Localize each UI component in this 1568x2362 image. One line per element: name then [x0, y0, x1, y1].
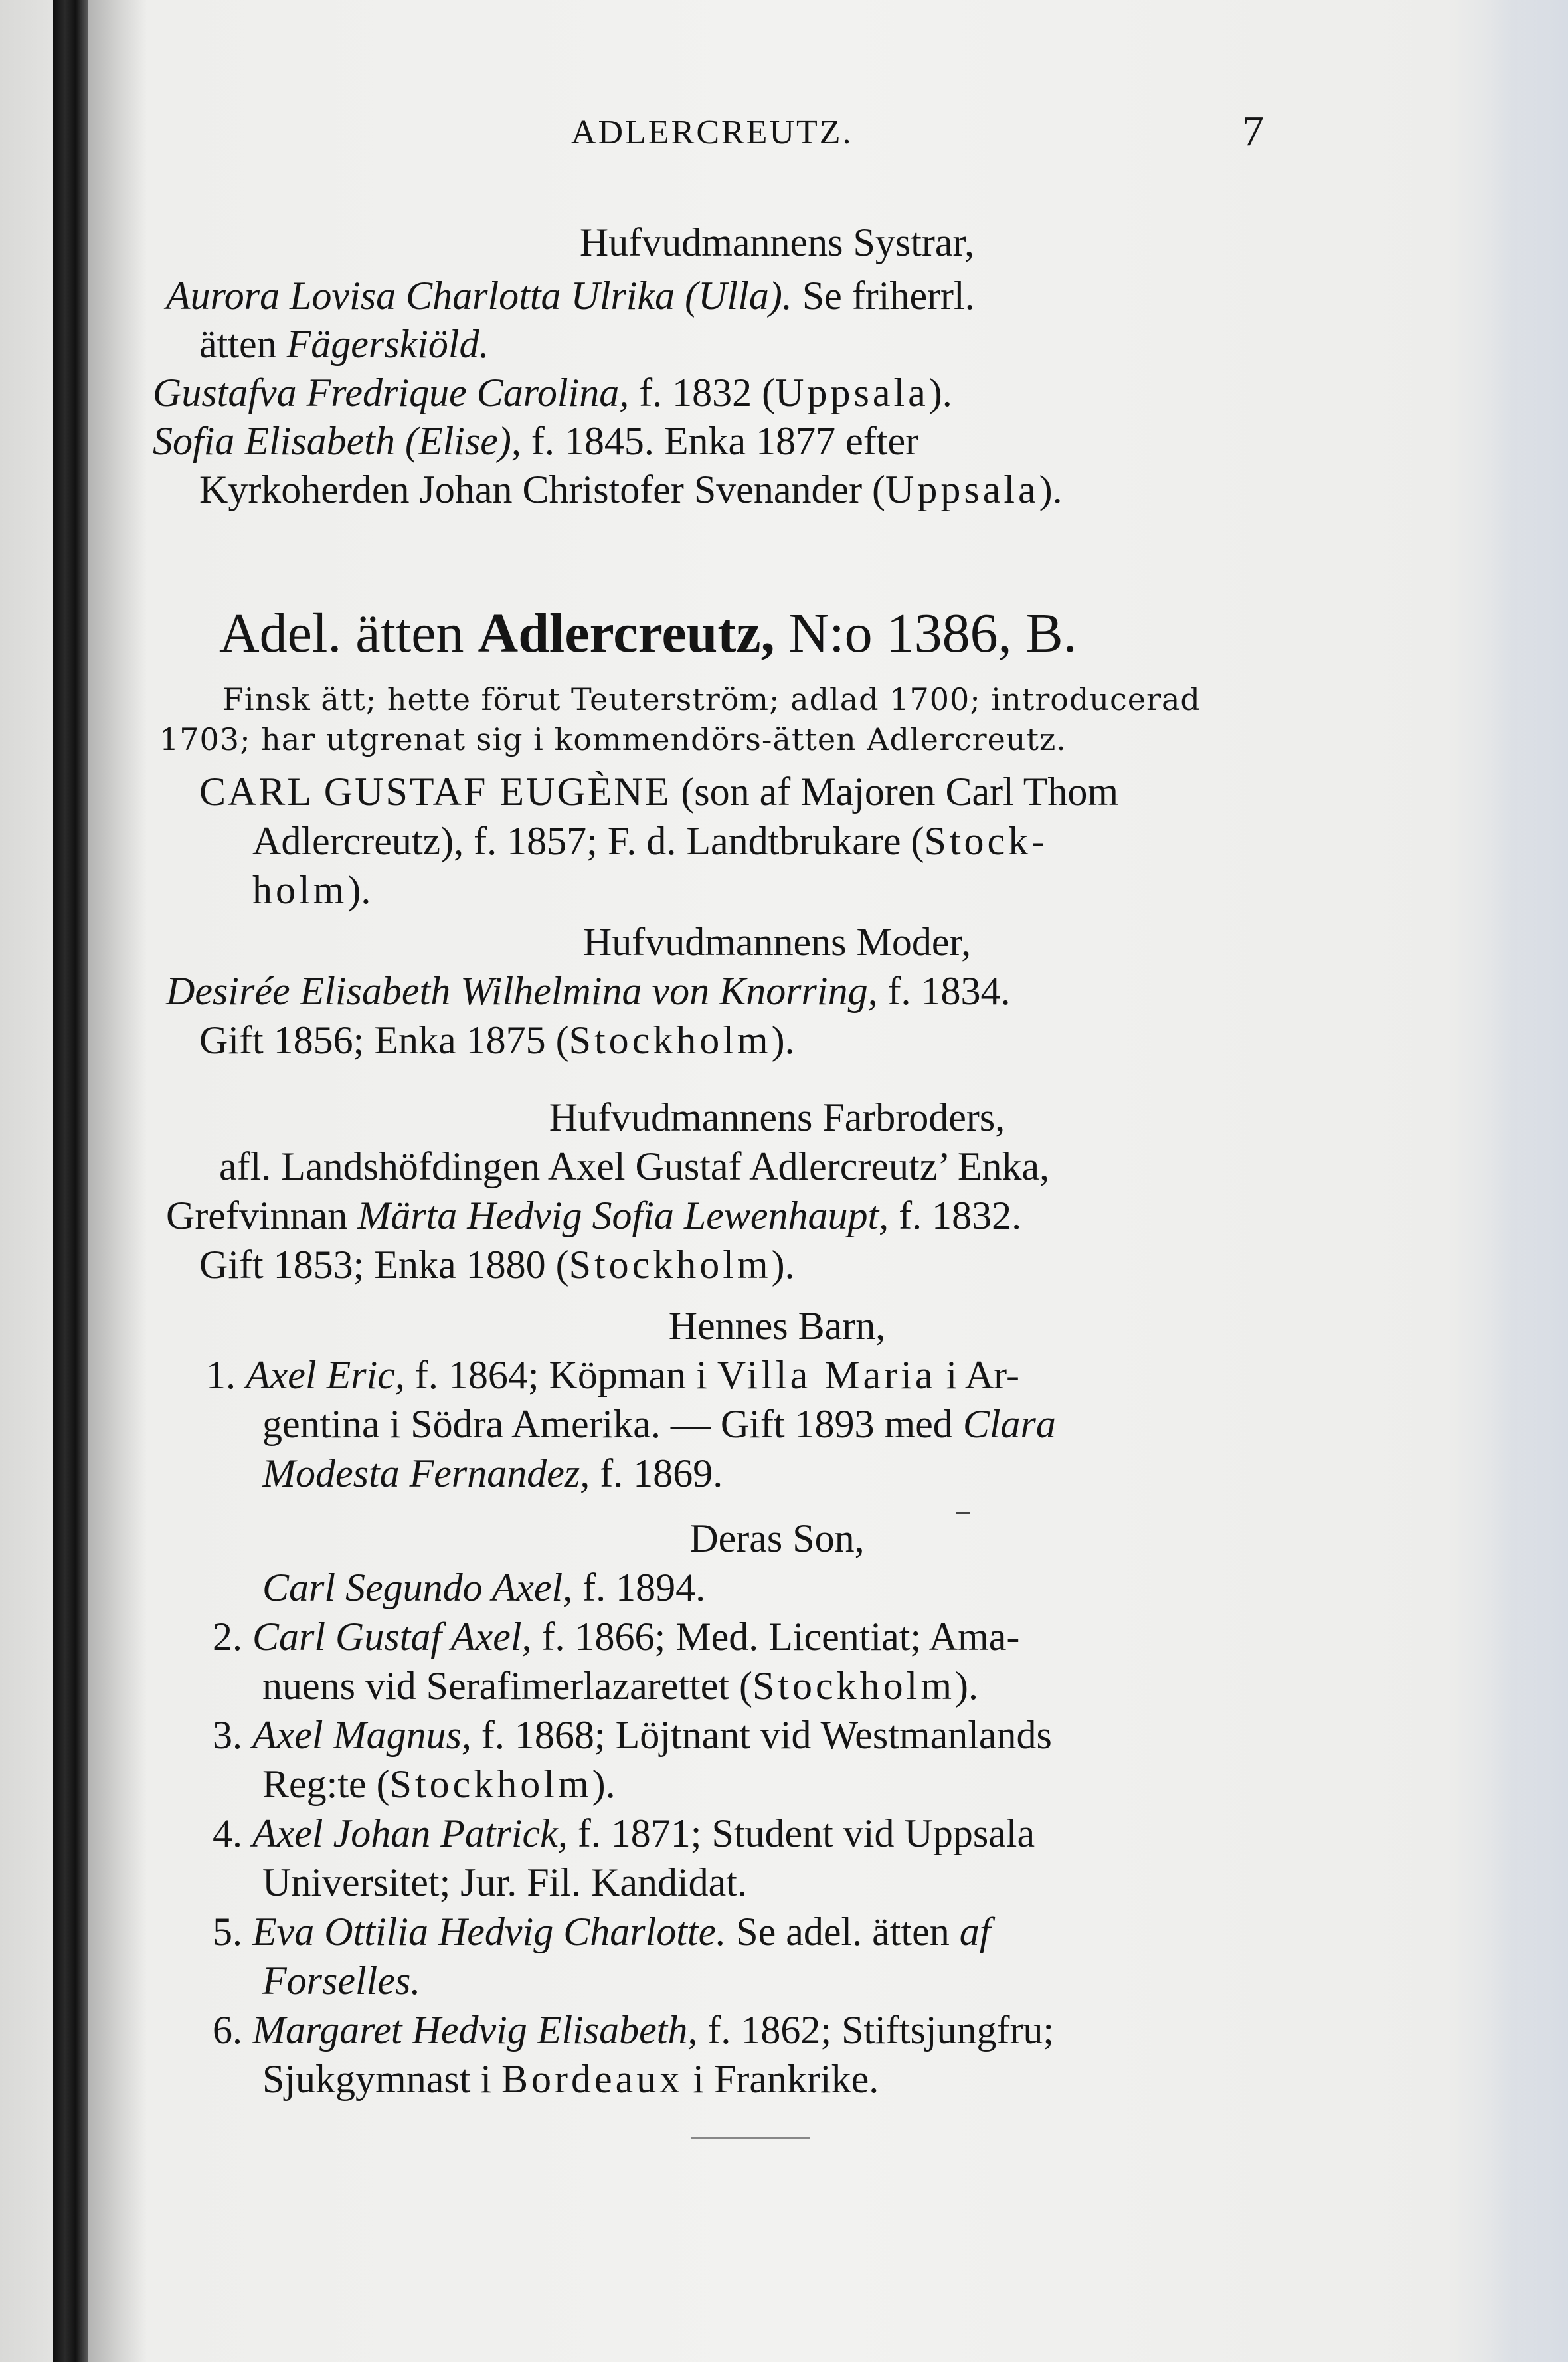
entry-line	[213, 2010, 1054, 2050]
text-run: Grefvinnan	[166, 1194, 358, 1237]
text-run: Gustafva Fredrique Carolina,	[153, 371, 630, 414]
family-heading-prefix: Adel. ätten	[219, 602, 478, 664]
text-run: 2.	[213, 1615, 252, 1659]
text-run: Clara	[962, 1402, 1056, 1446]
text-run: Stockholm	[389, 1762, 592, 1806]
dash-mark	[956, 1512, 970, 1514]
text-run: ).	[347, 868, 371, 912]
text-run: 1.	[206, 1353, 246, 1397]
page-number: 7	[1242, 107, 1264, 155]
text-run: Stock-	[924, 819, 1049, 863]
text-run: Modesta Fernandez,	[262, 1451, 590, 1495]
text-run: nuens vid Serafimerlazarettet (	[262, 1664, 752, 1708]
text-run: af	[959, 1910, 991, 1953]
text-run: 6.	[213, 2008, 252, 2052]
text-run: f. 1894.	[572, 1566, 706, 1609]
entry-line	[199, 1245, 795, 1285]
entry-line	[262, 2059, 879, 2099]
text-run: i Frankrike.	[683, 2057, 879, 2101]
entry-line	[262, 1666, 978, 1706]
section-subheading: Hufvudmannens Farbroders,	[549, 1095, 1005, 1139]
entry-line	[213, 1715, 1052, 1755]
text-run: Fägerskiöld.	[286, 322, 489, 366]
entry-line	[262, 1764, 616, 1804]
text-run: Se adel. ätten	[726, 1910, 960, 1953]
text-run: ).	[928, 371, 952, 414]
entry-line	[262, 1453, 723, 1493]
entry-line	[262, 1961, 420, 2001]
text-run: Universitet; Jur. Fil. Kandidat.	[262, 1861, 747, 1904]
text-run: f. 1832.	[889, 1194, 1022, 1237]
text-run: f. 1832 (	[629, 371, 776, 414]
text-run: Kyrkoherden Johan Christofer Svenander (	[199, 468, 886, 511]
text-run: Märta Hedvig Sofia Lewenhaupt,	[357, 1194, 889, 1237]
entry-line	[252, 870, 371, 910]
text-run: 3.	[213, 1713, 252, 1757]
text-run: Margaret Hedvig Elisabeth,	[252, 2008, 698, 2052]
entry-line	[153, 421, 918, 461]
entry-line	[206, 1355, 1019, 1395]
text-run: Uppsala	[775, 371, 929, 414]
text-run: Se friherrl.	[792, 274, 975, 318]
binding-shadow	[88, 0, 147, 2362]
entry-line	[199, 772, 1118, 812]
text-run: 4.	[213, 1811, 252, 1855]
text-run: f. 1866; Med. Licentiat; Ama-	[531, 1615, 1020, 1659]
text-run: Sofia Elisabeth (Elise),	[153, 419, 521, 463]
entry-line	[166, 971, 1011, 1011]
text-run: Sjukgymnast i	[262, 2057, 502, 2101]
text-run: afl. Landshöfdingen Axel Gustaf Adlercreutz’ Enka,	[219, 1144, 1050, 1188]
text-run: gentina i Södra Amerika. — Gift 1893 med	[262, 1402, 963, 1446]
text-run: ).	[771, 1018, 795, 1062]
closing-rule	[691, 2137, 810, 2139]
entry-line	[166, 276, 975, 316]
intro-line: 1703; har utgrenat sig i kommendörs-ätten Adlercreutz.	[159, 721, 1067, 757]
text-run: Stockholm	[568, 1243, 772, 1287]
family-heading	[219, 601, 1077, 666]
text-run: 5.	[213, 1910, 252, 1953]
text-run: Forselles.	[262, 1959, 421, 2003]
text-run: Aurora Lovisa Charlotta Ulrika (Ulla).	[166, 274, 792, 318]
entry-line	[262, 1568, 705, 1607]
text-run: f. 1871; Student vid Uppsala	[567, 1811, 1035, 1855]
text-run: Adlercreutz), f. 1857; F. d. Landtbrukare (	[252, 819, 924, 863]
entry-line	[166, 1196, 1021, 1235]
family-name: Adlercreutz,	[478, 602, 775, 664]
text-run: Villa Maria	[717, 1353, 936, 1397]
text-run: f. 1864; Köpman i	[404, 1353, 717, 1397]
text-run: Carl Segundo Axel,	[262, 1566, 573, 1609]
text-run: Reg:te (	[262, 1762, 390, 1806]
text-run: ).	[955, 1664, 978, 1708]
text-run: Bordeaux	[501, 2057, 683, 2101]
page-edge	[1488, 0, 1568, 2362]
text-run: Axel Magnus,	[252, 1713, 472, 1757]
text-run: f. 1845. Enka 1877 efter	[521, 419, 919, 463]
text-run: Gift 1856; Enka 1875 (	[199, 1018, 569, 1062]
text-run: ).	[592, 1762, 616, 1806]
text-run: Axel Johan Patrick,	[252, 1811, 568, 1855]
text-run: ).	[771, 1243, 795, 1287]
entry-line	[199, 324, 489, 364]
entry-line	[252, 821, 1048, 861]
text-run: Desirée Elisabeth Wilhelmina von Knorring,	[166, 969, 878, 1013]
text-run: f. 1869.	[590, 1451, 723, 1495]
entry-line	[199, 470, 1063, 509]
entry-line	[262, 1404, 1056, 1444]
section-subheading: Hennes Barn,	[668, 1304, 886, 1348]
intro-line: Finsk ätt; hette förut Teuterström; adlad 1700; introducerad	[222, 681, 1201, 717]
entry-line	[213, 1617, 1019, 1657]
entry-line	[262, 1862, 747, 1902]
text-run: Carl Gustaf Axel,	[252, 1615, 532, 1659]
running-title: ADLERCREUTZ.	[571, 114, 853, 151]
section-subheading: Hufvudmannens Systrar,	[579, 221, 975, 264]
entry-line	[213, 1813, 1035, 1853]
section-subheading: Hufvudmannens Moder,	[582, 920, 972, 964]
text-run: i Ar-	[936, 1353, 1019, 1397]
text-run: Gift 1853; Enka 1880 (	[199, 1243, 569, 1287]
text-run: Stockholm	[568, 1018, 772, 1062]
text-run: CARL GUSTAF EUGÈNE	[199, 770, 671, 814]
entry-line	[219, 1146, 1049, 1186]
text-run: f. 1862; Stiftsjungfru;	[697, 2008, 1055, 2052]
text-run: Axel Eric,	[246, 1353, 405, 1397]
text-run: (son af Majoren Carl Thom	[671, 770, 1119, 814]
entry-line	[199, 1020, 795, 1060]
text-run: f. 1868; Löjtnant vid Westmanlands	[471, 1713, 1052, 1757]
text-run: Eva Ottilia Hedvig Charlotte.	[252, 1910, 727, 1953]
entry-line	[153, 373, 952, 412]
family-number: N:o 1386, B.	[774, 602, 1077, 664]
text-run: Stockholm	[752, 1664, 956, 1708]
entry-line	[213, 1912, 990, 1952]
text-run: Uppsala	[885, 468, 1039, 511]
book-binding	[53, 0, 88, 2362]
section-subheading: Deras Son,	[689, 1516, 865, 1560]
text-run: ätten	[199, 322, 287, 366]
text-run: f. 1834.	[877, 969, 1011, 1013]
text-run: holm	[252, 868, 348, 912]
text-run: ).	[1039, 468, 1063, 511]
